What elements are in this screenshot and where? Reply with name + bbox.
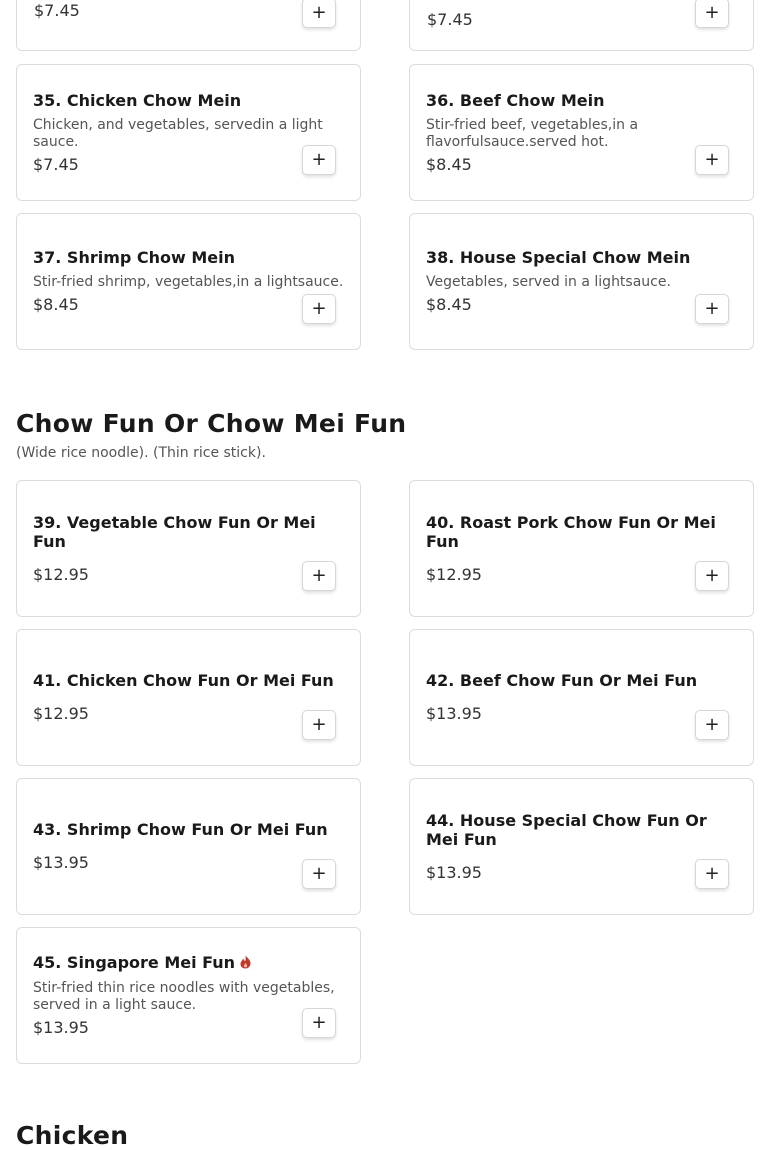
- menu-item-card[interactable]: [409, 0, 754, 51]
- item-price: $12.95: [426, 564, 482, 584]
- item-description: Stir-fried beef, vegetables,in a flavorfulsauce.served hot.: [426, 116, 639, 150]
- plus-icon: +: [311, 2, 327, 23]
- add-item-button[interactable]: [695, 294, 729, 324]
- section-title: Chow Fun Or Chow Mei Fun: [16, 409, 407, 438]
- section-title: Chicken: [16, 1121, 129, 1150]
- item-title: 39. Vegetable Chow Fun Or Mei Fun: [33, 512, 316, 551]
- menu-item-card[interactable]: [409, 629, 754, 766]
- item-description: Chicken, and vegetables, servedin a light sauce.: [33, 116, 323, 150]
- plus-icon: +: [704, 298, 720, 319]
- plus-icon: +: [311, 565, 327, 586]
- menu-item-card[interactable]: [16, 64, 361, 201]
- item-title: 38. House Special Chow Mein: [426, 248, 691, 267]
- plus-icon: +: [704, 863, 720, 884]
- item-price: $7.45: [34, 1, 80, 20]
- add-item-button[interactable]: [302, 1008, 336, 1038]
- add-item-button[interactable]: [302, 294, 336, 324]
- item-title: 45. Singapore Mei Fun: [33, 953, 236, 972]
- item-title: 44. House Special Chow Fun Or Mei Fun: [426, 810, 707, 849]
- item-title: 41. Chicken Chow Fun Or Mei Fun: [33, 671, 334, 690]
- item-price: $12.95: [33, 704, 89, 723]
- item-description: Stir-fried thin rice noodles with vegetables, served in a light sauce.: [33, 980, 335, 1013]
- menu-item-card[interactable]: [16, 0, 361, 51]
- item-title: 40. Roast Pork Chow Fun Or Mei Fun: [426, 512, 716, 551]
- menu-item-card[interactable]: [16, 927, 361, 1064]
- add-item-button[interactable]: [302, 0, 336, 28]
- section-subtitle: (Wide rice noodle). (Thin rice stick).: [16, 445, 266, 461]
- add-item-button[interactable]: [302, 859, 336, 889]
- plus-icon: +: [704, 149, 720, 170]
- add-item-button[interactable]: [695, 561, 729, 591]
- item-price: $12.95: [33, 564, 89, 584]
- plus-icon: +: [311, 298, 327, 319]
- item-title: 42. Beef Chow Fun Or Mei Fun: [426, 671, 698, 690]
- item-price: $13.95: [33, 853, 89, 872]
- item-price: $13.95: [426, 862, 482, 882]
- add-item-button[interactable]: [695, 710, 729, 740]
- item-price: $8.45: [426, 295, 472, 314]
- plus-icon: +: [311, 863, 327, 884]
- plus-icon: +: [311, 149, 327, 170]
- item-price: $13.95: [33, 1018, 89, 1037]
- menu-item-card[interactable]: [409, 778, 754, 915]
- item-title: 36. Beef Chow Mein: [426, 90, 605, 110]
- item-price: $7.45: [33, 154, 79, 174]
- menu-item-card[interactable]: [16, 778, 361, 915]
- add-item-button[interactable]: [695, 859, 729, 889]
- item-description: Vegetables, served in a lightsauce.: [426, 274, 671, 290]
- plus-icon: +: [704, 714, 720, 735]
- menu-item-card[interactable]: [409, 480, 754, 617]
- menu-item-card[interactable]: [409, 213, 754, 350]
- item-title-row: [33, 953, 344, 973]
- menu-item-card[interactable]: [16, 213, 361, 350]
- item-description: Stir-fried shrimp, vegetables,in a lightsauce.: [33, 274, 344, 290]
- item-title: 35. Chicken Chow Mein: [33, 90, 242, 110]
- plus-icon: +: [311, 714, 327, 735]
- item-title: 43. Shrimp Chow Fun Or Mei Fun: [33, 820, 328, 839]
- add-item-button[interactable]: [695, 145, 729, 175]
- menu-item-card[interactable]: [409, 64, 754, 201]
- item-price: $8.45: [33, 295, 79, 314]
- plus-icon: +: [704, 565, 720, 586]
- add-item-button[interactable]: [302, 710, 336, 740]
- add-item-button[interactable]: [695, 0, 729, 28]
- item-title: 37. Shrimp Chow Mein: [33, 248, 236, 267]
- chili-flame-icon: [239, 954, 252, 973]
- menu-item-card[interactable]: [16, 629, 361, 766]
- plus-icon: +: [311, 1012, 327, 1033]
- add-item-button[interactable]: [302, 145, 336, 175]
- add-item-button[interactable]: [302, 561, 336, 591]
- menu-item-card[interactable]: [16, 480, 361, 617]
- plus-icon: +: [704, 2, 720, 23]
- item-price: $8.45: [426, 154, 472, 174]
- item-price: $7.45: [427, 10, 473, 29]
- item-price: $13.95: [426, 704, 482, 723]
